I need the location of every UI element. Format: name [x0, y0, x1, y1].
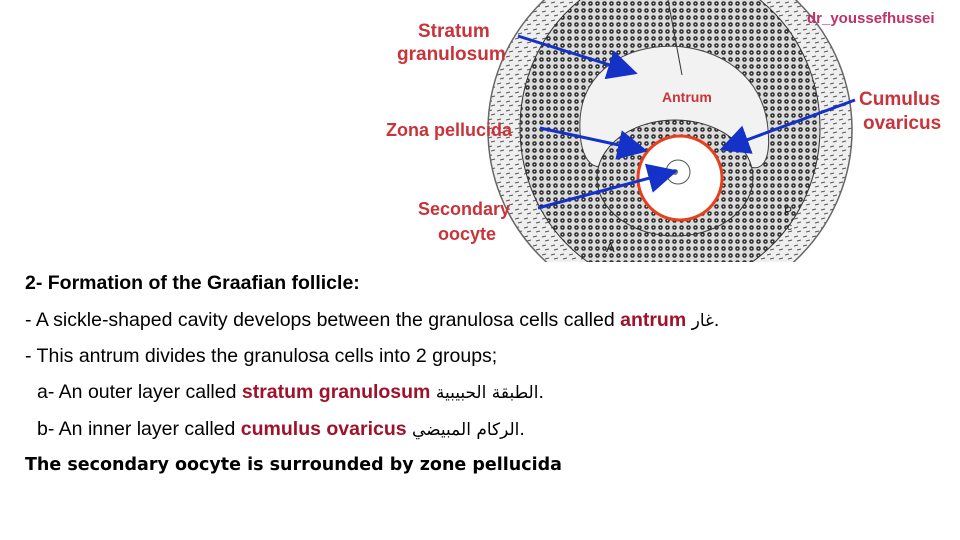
label-cumulus-1: Cumulus [859, 89, 941, 110]
label-secondary-2: oocyte [438, 224, 497, 244]
term-antrum: antrum [620, 309, 687, 331]
label-cumulus-2: ovaricus [863, 113, 942, 134]
arabic-stratum: الطبقة الحبيبية [435, 383, 539, 403]
arabic-cumulus: الركام المبيضي [412, 420, 520, 440]
paragraph-inner-layer [37, 418, 525, 441]
label-stratum-2: granulosum [397, 44, 506, 65]
label-stratum-1: Stratum [418, 21, 490, 42]
arabic-antrum: غار [691, 311, 714, 331]
paragraph-groups: - This antrum divides the granulosa cells into 2 groups; [25, 345, 498, 367]
p1-end: . [713, 309, 720, 331]
p1-prefix: - A sickle-shaped cavity develops between the granulosa cells called [25, 309, 621, 331]
label-zona: Zona pellucida [386, 120, 513, 140]
watermark: dr_youssefhussei [807, 10, 935, 27]
section-heading: 2- Formation of the Graafian follicle: [25, 272, 360, 294]
p4-prefix: b- An inner layer called [37, 418, 241, 440]
p3-prefix: a- An outer layer called [37, 381, 242, 403]
nucleolus [672, 169, 678, 175]
label-letter-a: A [606, 240, 615, 255]
p4-end: . [519, 418, 525, 440]
label-letter-c: c [787, 222, 792, 233]
paragraph-antrum [25, 309, 719, 332]
term-cumulus-ovaricus: cumulus ovaricus [240, 418, 407, 440]
summary-note: The secondary oocyte is surrounded by zone pellucida [25, 455, 562, 475]
paragraph-outer-layer [37, 381, 544, 404]
term-stratum-granulosum: stratum granulosum [241, 381, 431, 403]
label-letter-p: P [784, 204, 793, 218]
label-secondary-1: Secondary [418, 199, 511, 219]
graafian-follicle-diagram [370, 0, 950, 262]
label-antrum: Antrum [662, 89, 712, 105]
p3-end: . [538, 381, 544, 403]
